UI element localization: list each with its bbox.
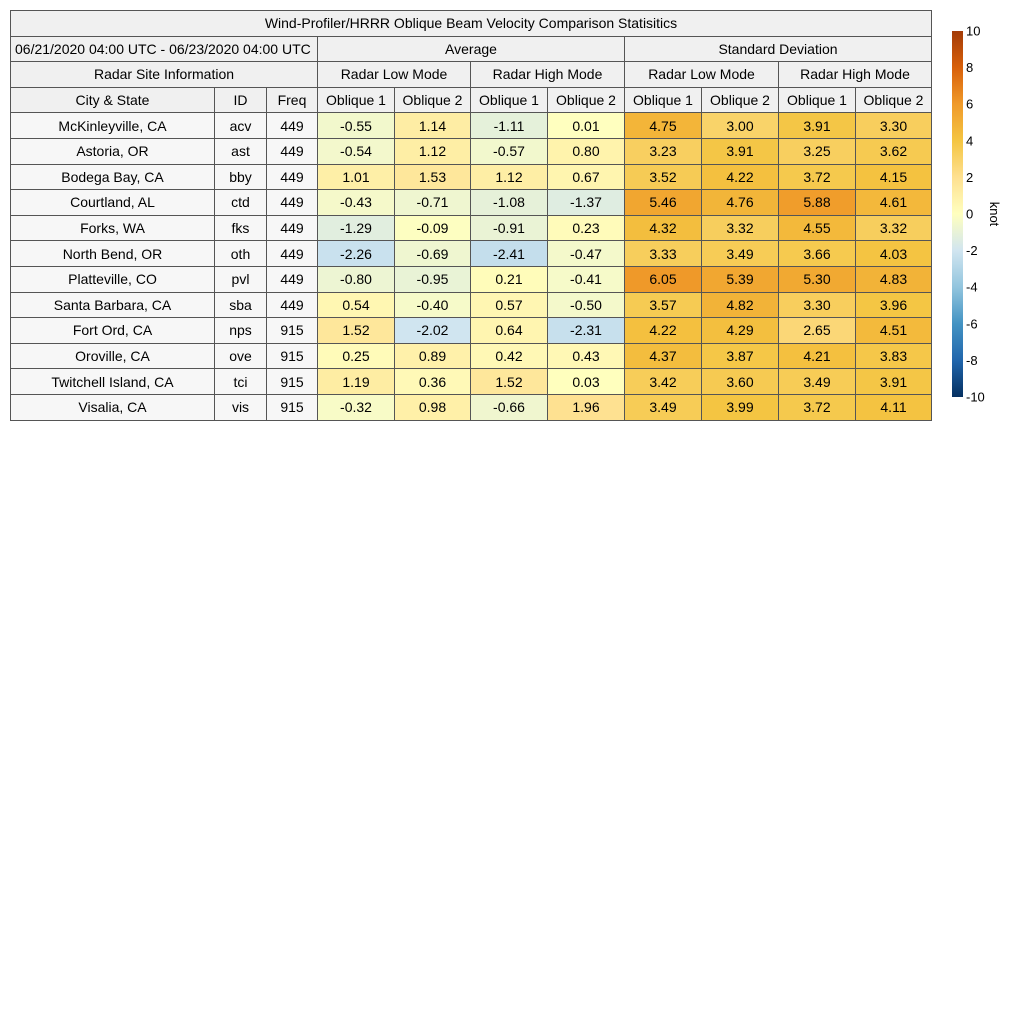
std-dev-value-cell: 5.46 — [625, 190, 702, 216]
std-dev-value-cell: 3.32 — [702, 215, 779, 241]
std-dev-value-cell: 3.32 — [856, 215, 932, 241]
average-value-cell: -0.71 — [395, 190, 471, 216]
std-dev-value-cell: 3.91 — [856, 369, 932, 395]
std-dev-value-cell: 4.15 — [856, 164, 932, 190]
std-dev-value-cell: 3.62 — [856, 138, 932, 164]
average-value-cell: -2.41 — [471, 241, 548, 267]
site-id-cell: ove — [215, 343, 267, 369]
column-header: Freq — [267, 87, 318, 113]
colorbar-tick-label: 0 — [966, 206, 974, 222]
average-value-cell: -1.29 — [318, 215, 395, 241]
std-dev-value-cell: 3.72 — [779, 164, 856, 190]
site-freq-cell: 449 — [267, 113, 318, 139]
site-freq-cell: 915 — [267, 394, 318, 420]
site-city-cell: Bodega Bay, CA — [11, 164, 215, 190]
average-value-cell: 1.53 — [395, 164, 471, 190]
site-freq-cell: 449 — [267, 190, 318, 216]
colorbar — [946, 25, 1006, 405]
site-city-cell: Forks, WA — [11, 215, 215, 241]
average-value-cell: 1.14 — [395, 113, 471, 139]
average-value-cell: 0.36 — [395, 369, 471, 395]
average-value-cell: 0.42 — [471, 343, 548, 369]
site-info-header: Radar Site Information — [11, 62, 318, 88]
colorbar-tick-label: -6 — [966, 316, 978, 332]
site-id-cell: nps — [215, 318, 267, 344]
average-value-cell: -1.11 — [471, 113, 548, 139]
average-value-cell: -0.54 — [318, 138, 395, 164]
average-value-cell: -1.08 — [471, 190, 548, 216]
site-id-cell: pvl — [215, 266, 267, 292]
site-id-cell: fks — [215, 215, 267, 241]
colorbar-tick-label: -10 — [966, 389, 985, 405]
std-dev-value-cell: 3.49 — [625, 394, 702, 420]
column-header: Oblique 1 — [625, 87, 702, 113]
table-row — [11, 394, 932, 420]
table-row — [11, 113, 932, 139]
site-city-cell: Santa Barbara, CA — [11, 292, 215, 318]
std-dev-value-cell: 4.76 — [702, 190, 779, 216]
average-value-cell: 0.64 — [471, 318, 548, 344]
std-dev-value-cell: 3.49 — [702, 241, 779, 267]
average-value-cell: 0.03 — [548, 369, 625, 395]
average-value-cell: 0.25 — [318, 343, 395, 369]
std-dev-value-cell: 5.88 — [779, 190, 856, 216]
site-freq-cell: 449 — [267, 138, 318, 164]
std-dev-value-cell: 4.82 — [702, 292, 779, 318]
std-dev-value-cell: 4.37 — [625, 343, 702, 369]
site-city-cell: Courtland, AL — [11, 190, 215, 216]
average-value-cell: 1.96 — [548, 394, 625, 420]
std-dev-value-cell: 4.03 — [856, 241, 932, 267]
stats-table — [10, 10, 932, 421]
colorbar-gradient — [952, 31, 963, 397]
average-value-cell: -0.32 — [318, 394, 395, 420]
site-city-cell: Fort Ord, CA — [11, 318, 215, 344]
avg-high-mode-header: Radar High Mode — [471, 62, 625, 88]
site-id-cell: ast — [215, 138, 267, 164]
table-row — [11, 343, 932, 369]
average-value-cell: -0.91 — [471, 215, 548, 241]
std-dev-value-cell: 3.66 — [779, 241, 856, 267]
table-row — [11, 292, 932, 318]
site-city-cell: McKinleyville, CA — [11, 113, 215, 139]
table-title: Wind-Profiler/HRRR Oblique Beam Velocity Comparison Statisitics — [11, 11, 932, 37]
site-id-cell: ctd — [215, 190, 267, 216]
colorbar-tick-label: -8 — [966, 352, 978, 368]
average-value-cell: 0.98 — [395, 394, 471, 420]
site-city-cell: Platteville, CO — [11, 266, 215, 292]
colorbar-tick-label: 10 — [966, 25, 981, 39]
site-city-cell: Twitchell Island, CA — [11, 369, 215, 395]
std-dev-value-cell: 3.00 — [702, 113, 779, 139]
average-value-cell: -0.55 — [318, 113, 395, 139]
site-city-cell: North Bend, OR — [11, 241, 215, 267]
average-value-cell: 1.12 — [395, 138, 471, 164]
colorbar-tick-label: 4 — [966, 133, 974, 149]
average-value-cell: -1.37 — [548, 190, 625, 216]
std-dev-value-cell: 4.75 — [625, 113, 702, 139]
std-dev-value-cell: 4.11 — [856, 394, 932, 420]
average-value-cell: 1.52 — [471, 369, 548, 395]
std-dev-value-cell: 3.72 — [779, 394, 856, 420]
average-value-cell: 0.23 — [548, 215, 625, 241]
site-city-cell: Visalia, CA — [11, 394, 215, 420]
std-dev-value-cell: 3.91 — [779, 113, 856, 139]
average-value-cell: 0.57 — [471, 292, 548, 318]
site-id-cell: sba — [215, 292, 267, 318]
site-id-cell: vis — [215, 394, 267, 420]
std-dev-value-cell: 3.33 — [625, 241, 702, 267]
average-value-cell: -0.47 — [548, 241, 625, 267]
average-value-cell: 0.67 — [548, 164, 625, 190]
average-value-cell: -0.43 — [318, 190, 395, 216]
std-dev-value-cell: 3.30 — [856, 113, 932, 139]
std-dev-value-cell: 3.91 — [702, 138, 779, 164]
site-freq-cell: 449 — [267, 266, 318, 292]
site-id-cell: acv — [215, 113, 267, 139]
average-value-cell: -0.69 — [395, 241, 471, 267]
table-row — [11, 164, 932, 190]
site-id-cell: bby — [215, 164, 267, 190]
std-dev-value-cell: 3.60 — [702, 369, 779, 395]
site-city-cell: Oroville, CA — [11, 343, 215, 369]
avg-low-mode-header: Radar Low Mode — [318, 62, 471, 88]
site-freq-cell: 449 — [267, 164, 318, 190]
std-dev-value-cell: 3.99 — [702, 394, 779, 420]
site-id-cell: oth — [215, 241, 267, 267]
average-value-cell: 1.01 — [318, 164, 395, 190]
std-dev-value-cell: 4.61 — [856, 190, 932, 216]
table-row — [11, 266, 932, 292]
average-value-cell: 1.19 — [318, 369, 395, 395]
average-value-cell: -0.09 — [395, 215, 471, 241]
std-dev-value-cell: 4.83 — [856, 266, 932, 292]
average-value-cell: -0.57 — [471, 138, 548, 164]
colorbar-tick-label: 2 — [966, 169, 974, 185]
site-freq-cell: 915 — [267, 369, 318, 395]
table-row — [11, 241, 932, 267]
average-value-cell: -2.02 — [395, 318, 471, 344]
column-header: Oblique 2 — [395, 87, 471, 113]
average-value-cell: -0.95 — [395, 266, 471, 292]
colorbar-tick-label: -4 — [966, 279, 978, 295]
site-freq-cell: 449 — [267, 241, 318, 267]
average-value-cell: 0.43 — [548, 343, 625, 369]
average-value-cell: -0.41 — [548, 266, 625, 292]
site-freq-cell: 915 — [267, 343, 318, 369]
std-dev-value-cell: 3.87 — [702, 343, 779, 369]
std-dev-value-cell: 3.23 — [625, 138, 702, 164]
average-value-cell: -0.80 — [318, 266, 395, 292]
std-dev-value-cell: 4.22 — [625, 318, 702, 344]
std-dev-value-cell: 3.83 — [856, 343, 932, 369]
std-dev-value-cell: 3.52 — [625, 164, 702, 190]
average-value-cell: -2.31 — [548, 318, 625, 344]
average-value-cell: -2.26 — [318, 241, 395, 267]
site-id-cell: tci — [215, 369, 267, 395]
column-header: Oblique 1 — [471, 87, 548, 113]
std-high-mode-header: Radar High Mode — [779, 62, 932, 88]
average-value-cell: -0.50 — [548, 292, 625, 318]
std-dev-value-cell: 6.05 — [625, 266, 702, 292]
column-header: Oblique 2 — [856, 87, 932, 113]
average-value-cell: 0.01 — [548, 113, 625, 139]
table-row — [11, 138, 932, 164]
average-value-cell: 1.52 — [318, 318, 395, 344]
std-dev-header: Standard Deviation — [625, 36, 932, 62]
colorbar-unit-label: knot — [987, 201, 1002, 227]
average-value-cell: -0.40 — [395, 292, 471, 318]
site-freq-cell: 915 — [267, 318, 318, 344]
column-header: Oblique 1 — [779, 87, 856, 113]
std-dev-value-cell: 3.96 — [856, 292, 932, 318]
date-range: 06/21/2020 04:00 UTC - 06/23/2020 04:00 UTC — [11, 36, 318, 62]
average-value-cell: 0.21 — [471, 266, 548, 292]
std-dev-value-cell: 3.57 — [625, 292, 702, 318]
colorbar-tick-label: 8 — [966, 60, 974, 76]
table-row — [11, 190, 932, 216]
column-header: Oblique 2 — [548, 87, 625, 113]
std-dev-value-cell: 4.22 — [702, 164, 779, 190]
std-dev-value-cell: 2.65 — [779, 318, 856, 344]
average-value-cell: -0.66 — [471, 394, 548, 420]
site-freq-cell: 449 — [267, 215, 318, 241]
table-row — [11, 215, 932, 241]
std-dev-value-cell: 5.39 — [702, 266, 779, 292]
std-dev-value-cell: 3.25 — [779, 138, 856, 164]
average-value-cell: 0.54 — [318, 292, 395, 318]
average-header: Average — [318, 36, 625, 62]
std-dev-value-cell: 3.30 — [779, 292, 856, 318]
std-dev-value-cell: 4.32 — [625, 215, 702, 241]
table-row — [11, 318, 932, 344]
site-freq-cell: 449 — [267, 292, 318, 318]
std-dev-value-cell: 4.51 — [856, 318, 932, 344]
column-header-row — [11, 87, 932, 113]
colorbar-tick-label: -2 — [966, 243, 978, 259]
site-city-cell: Astoria, OR — [11, 138, 215, 164]
column-header: Oblique 2 — [702, 87, 779, 113]
std-dev-value-cell: 4.21 — [779, 343, 856, 369]
std-dev-value-cell: 4.29 — [702, 318, 779, 344]
average-value-cell: 0.89 — [395, 343, 471, 369]
std-dev-value-cell: 4.55 — [779, 215, 856, 241]
average-value-cell: 0.80 — [548, 138, 625, 164]
column-header: Oblique 1 — [318, 87, 395, 113]
std-dev-value-cell: 5.30 — [779, 266, 856, 292]
table-row — [11, 369, 932, 395]
column-header: ID — [215, 87, 267, 113]
column-header: City & State — [11, 87, 215, 113]
std-dev-value-cell: 3.42 — [625, 369, 702, 395]
colorbar-tick-label: 6 — [966, 96, 974, 112]
std-low-mode-header: Radar Low Mode — [625, 62, 779, 88]
average-value-cell: 1.12 — [471, 164, 548, 190]
std-dev-value-cell: 3.49 — [779, 369, 856, 395]
